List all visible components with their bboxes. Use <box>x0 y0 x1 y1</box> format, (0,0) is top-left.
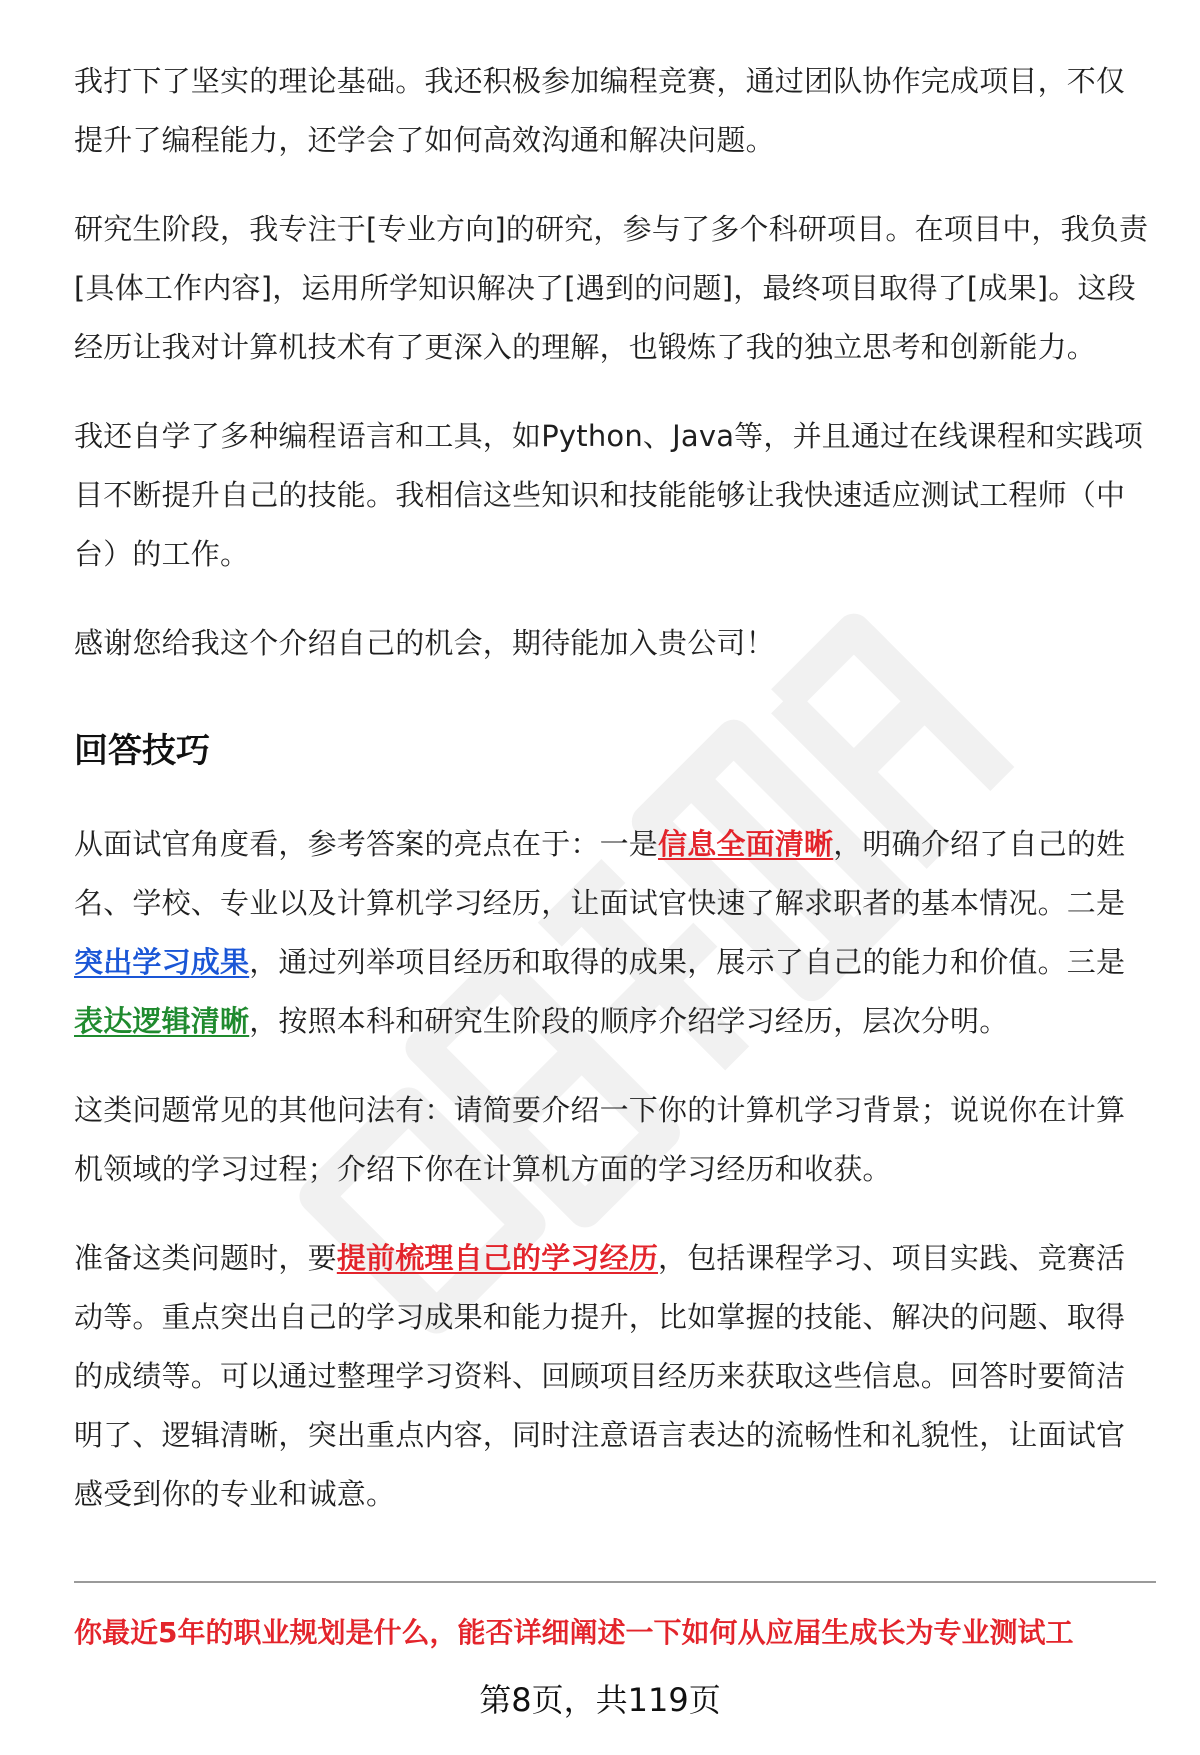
section-divider <box>74 1581 1156 1583</box>
intro-paragraph-2: 研究生阶段，我专注于[专业方向]的研究，参与了多个科研项目。在项目中，我负责[具体工作内容]，运用所学知识解决了[遇到的问题]，最终项目取得了[成果]。这段经历让我对计算机技术有了更深入的理解，也锻炼了我的独立思考和创新能力。 <box>74 212 1149 364</box>
other-questions-paragraph: 这类问题常见的其他问法有：请简要介绍一下你的计算机学习背景；说说你在计算机领域的学习过程；介绍下你在计算机方面的学习经历和收获。 <box>74 1093 1126 1186</box>
tips-text-2: ，明确介绍了自己的姓名、学校、专业以及计算机学习经历，让面试官快速了解求职者的基本情况。二是 <box>74 827 1126 920</box>
intro-paragraph-4: 感谢您给我这个介绍自己的机会，期待能加入贵公司！ <box>74 626 775 660</box>
section-heading: 回答技巧 <box>74 731 210 771</box>
prep-text-2: ，包括课程学习、项目实践、竞赛活动等。重点突出自己的学习成果和能力提升，比如掌握的技能、解决的问题、取得的成绩等。可以通过整理学习资料、回顾项目经历来获取这些信息。回答时要简洁明了、逻辑清晰，突出重点内容，同时注意语言表达的流畅性和礼貌性，让面试官感受到你的专业和诚意。 <box>74 1241 1126 1511</box>
next-question-title: 你最近5年的职业规划是什么，能否详细阐述一下如何从应届生成长为专业测试工 <box>74 1616 1074 1649</box>
highlight-results: 突出学习成果 <box>74 945 250 979</box>
prep-paragraph <box>74 1229 1154 1524</box>
highlight-logic: 表达逻辑清晰 <box>74 1004 250 1038</box>
highlight-review-history: 提前梳理自己的学习经历 <box>336 1241 659 1275</box>
prep-text-1: 准备这类问题时，要 <box>74 1241 337 1275</box>
tips-text-1: 从面试官角度看，参考答案的亮点在于：一是 <box>74 827 659 861</box>
highlight-info-clear: 信息全面清晰 <box>658 827 834 861</box>
tips-text-3: ，通过列举项目经历和取得的成果，展示了自己的能力和价值。三是 <box>249 945 1126 979</box>
main-content <box>74 52 1154 1554</box>
tips-text-4: ，按照本科和研究生阶段的顺序介绍学习经历，层次分明。 <box>249 1004 1009 1038</box>
intro-paragraph-1: 我打下了坚实的理论基础。我还积极参加编程竞赛，通过团队协作完成项目，不仅提升了编程能力，还学会了如何高效沟通和解决问题。 <box>74 64 1126 157</box>
page-number: 第8页，共119页 <box>479 1681 721 1719</box>
tips-paragraph <box>74 815 1154 1051</box>
intro-paragraph-3: 我还自学了多种编程语言和工具，如Python、Java等，并且通过在线课程和实践项目不断提升自己的技能。我相信这些知识和技能能够让我快速适应测试工程师（中台）的工作。 <box>74 419 1143 571</box>
